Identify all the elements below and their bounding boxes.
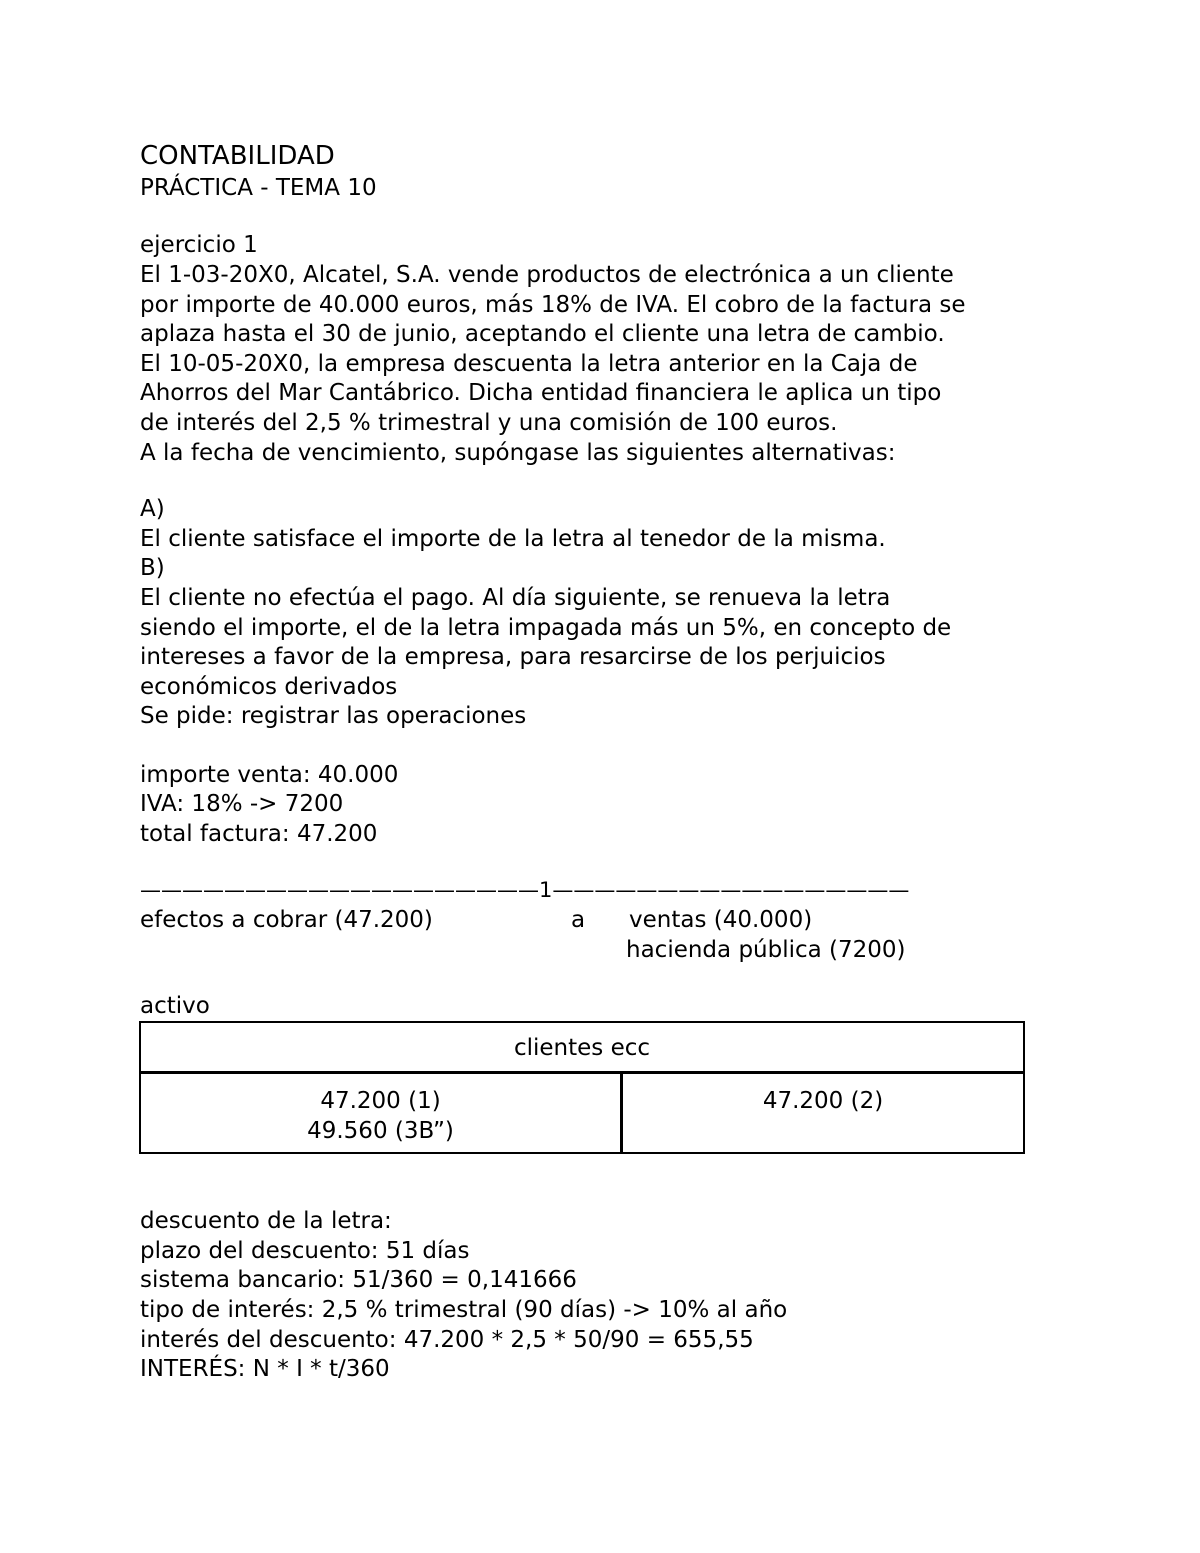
alternative-a-text: El cliente satisface el importe de la letra al tenedor de la misma.: [140, 526, 886, 552]
discount-line: plazo del descuento: 51 días: [140, 1238, 470, 1264]
statement-line: El 1-03-20X0, Alcatel, S.A. vende productos de electrónica a un cliente: [140, 262, 954, 288]
t-account-entry: 49.560 (3B”): [307, 1118, 454, 1144]
alternative-a-label: A): [140, 496, 165, 522]
t-account-credit-side: [623, 1074, 1023, 1152]
journal-credit: ventas (40.000): [629, 907, 813, 933]
journal-separator: ———————————————————1—————————————————: [140, 878, 910, 902]
alternative-b-line: siendo el importe, el de la letra impagada más un 5%, en concepto de: [140, 615, 952, 641]
t-account-entry: 47.200 (1): [320, 1088, 441, 1114]
alternative-b-label: B): [140, 555, 165, 581]
discount-line: tipo de interés: 2,5 % trimestral (90 días) -> 10% al año: [140, 1297, 788, 1323]
journal-credit: hacienda pública (7200): [626, 937, 906, 963]
statement-line: de interés del 2,5 % trimestral y una comisión de 100 euros.: [140, 410, 838, 436]
t-account-entry: 47.200 (2): [762, 1088, 884, 1114]
alternative-b-line: El cliente no efectúa el pago. Al día siguiente, se renueva la letra: [140, 585, 891, 611]
journal-connector: a: [571, 907, 586, 933]
statement-line: El 10-05-20X0, la empresa descuenta la letra anterior en la Caja de: [140, 351, 918, 377]
alternative-b-line: intereses a favor de la empresa, para resarcirse de los perjuicios: [140, 644, 886, 670]
document-subtitle: PRÁCTICA - TEMA 10: [140, 175, 377, 201]
discount-line: descuento de la letra:: [140, 1208, 392, 1234]
exercise-label: ejercicio 1: [140, 232, 258, 258]
t-account-title: clientes ecc: [141, 1023, 1023, 1074]
request-text: Se pide: registrar las operaciones: [140, 703, 527, 729]
invoice-total: total factura: 47.200: [140, 821, 378, 847]
journal-debit: efectos a cobrar (47.200): [140, 907, 433, 933]
discount-line: INTERÉS: N * I * t/360: [140, 1356, 390, 1382]
statement-line: Ahorros del Mar Cantábrico. Dicha entidad financiera le aplica un tipo: [140, 380, 942, 406]
t-account-table: [139, 1021, 1025, 1154]
statement-line: por importe de 40.000 euros, más 18% de IVA. El cobro de la factura se: [140, 292, 966, 318]
sale-amount: importe venta: 40.000: [140, 762, 399, 788]
t-account-debit-side: [141, 1074, 623, 1152]
statement-line: aplaza hasta el 30 de junio, aceptando el cliente una letra de cambio.: [140, 321, 945, 347]
document-title: CONTABILIDAD: [140, 141, 335, 171]
discount-line: interés del descuento: 47.200 * 2,5 * 50/90 = 655,55: [140, 1327, 754, 1353]
vat-amount: IVA: 18% -> 7200: [140, 791, 344, 817]
account-section-label: activo: [140, 993, 210, 1019]
discount-line: sistema bancario: 51/360 = 0,141666: [140, 1267, 577, 1293]
alternative-b-line: económicos derivados: [140, 674, 398, 700]
statement-line: A la fecha de vencimiento, supóngase las siguientes alternativas:: [140, 440, 896, 466]
